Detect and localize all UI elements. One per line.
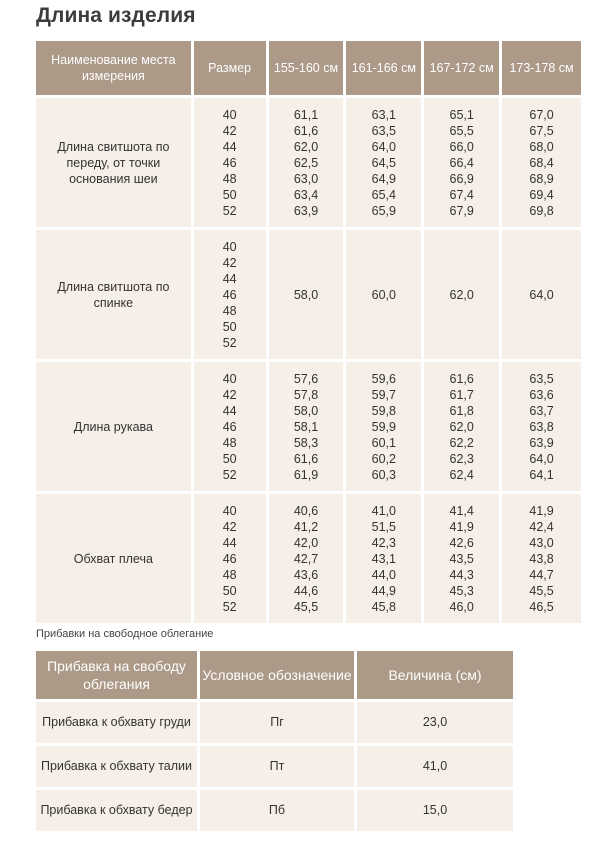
allowance-note: Прибавки на свободное облегание (36, 628, 214, 640)
table-row (36, 702, 513, 743)
measurement-name: Длина свитшота по переду, от точки основания шеи (36, 98, 191, 227)
allowance-table (33, 648, 516, 834)
table-row (36, 230, 581, 359)
values-173-178: 67,0 67,5 68,0 68,4 68,9 69,4 69,8 (502, 98, 581, 227)
header-size: Размер (194, 41, 266, 95)
values-167-172: 41,4 41,9 42,6 43,5 44,3 45,3 46,0 (424, 494, 499, 623)
allowance-header-row (36, 651, 513, 699)
values-173-178: 63,5 63,6 63,7 63,8 63,9 64,0 64,1 (502, 362, 581, 491)
table-row (36, 494, 581, 623)
values-161-166: 63,1 63,5 64,0 64,5 64,9 65,4 65,9 (346, 98, 421, 227)
allowance-name: Прибавка к обхвату талии (36, 746, 197, 787)
allowance-value: 15,0 (357, 790, 513, 831)
size-values: 40 42 44 46 48 50 52 (194, 494, 266, 623)
measurement-name: Длина рукава (36, 362, 191, 491)
header-symbol: Условное обозначение (200, 651, 354, 699)
values-167-172: 65,1 65,5 66,0 66,4 66,9 67,4 67,9 (424, 98, 499, 227)
size-table-header-row (36, 41, 581, 95)
table-row (36, 746, 513, 787)
values-167-172: 61,6 61,7 61,8 62,0 62,2 62,3 62,4 (424, 362, 499, 491)
header-value: Величина (см) (357, 651, 513, 699)
values-167-172: 62,0 (424, 230, 499, 359)
header-height-155-160: 155-160 см (269, 41, 344, 95)
header-height-167-172: 167-172 см (424, 41, 499, 95)
header-allowance: Прибавка на свободу облегания (36, 651, 197, 699)
values-161-166: 41,0 51,5 42,3 43,1 44,0 44,9 45,8 (346, 494, 421, 623)
measurement-name: Обхват плеча (36, 494, 191, 623)
size-values: 40 42 44 46 48 50 52 (194, 362, 266, 491)
allowance-name: Прибавка к обхвату бедер (36, 790, 197, 831)
header-measurement-name: Наименование места измерения (36, 41, 191, 95)
table-row (36, 98, 581, 227)
values-161-166: 60,0 (346, 230, 421, 359)
allowance-symbol: Пг (200, 702, 354, 743)
allowance-value: 41,0 (357, 746, 513, 787)
size-values: 40 42 44 46 48 50 52 (194, 230, 266, 359)
values-173-178: 64,0 (502, 230, 581, 359)
values-155-160: 58,0 (269, 230, 344, 359)
page-title: Длина изделия (36, 4, 196, 27)
header-height-173-178: 173-178 см (502, 41, 581, 95)
values-161-166: 59,6 59,7 59,8 59,9 60,1 60,2 60,3 (346, 362, 421, 491)
measurement-name: Длина свитшота по спинке (36, 230, 191, 359)
values-155-160: 61,1 61,6 62,0 62,5 63,0 63,4 63,9 (269, 98, 344, 227)
table-row (36, 362, 581, 491)
allowance-value: 23,0 (357, 702, 513, 743)
values-155-160: 40,6 41,2 42,0 42,7 43,6 44,6 45,5 (269, 494, 344, 623)
values-173-178: 41,9 42,4 43,0 43,8 44,7 45,5 46,5 (502, 494, 581, 623)
values-155-160: 57,6 57,8 58,0 58,1 58,3 61,6 61,9 (269, 362, 344, 491)
table-row (36, 790, 513, 831)
size-table (33, 38, 584, 626)
allowance-name: Прибавка к обхвату груди (36, 702, 197, 743)
size-values: 40 42 44 46 48 50 52 (194, 98, 266, 227)
allowance-symbol: Пт (200, 746, 354, 787)
allowance-symbol: Пб (200, 790, 354, 831)
header-height-161-166: 161-166 см (346, 41, 421, 95)
